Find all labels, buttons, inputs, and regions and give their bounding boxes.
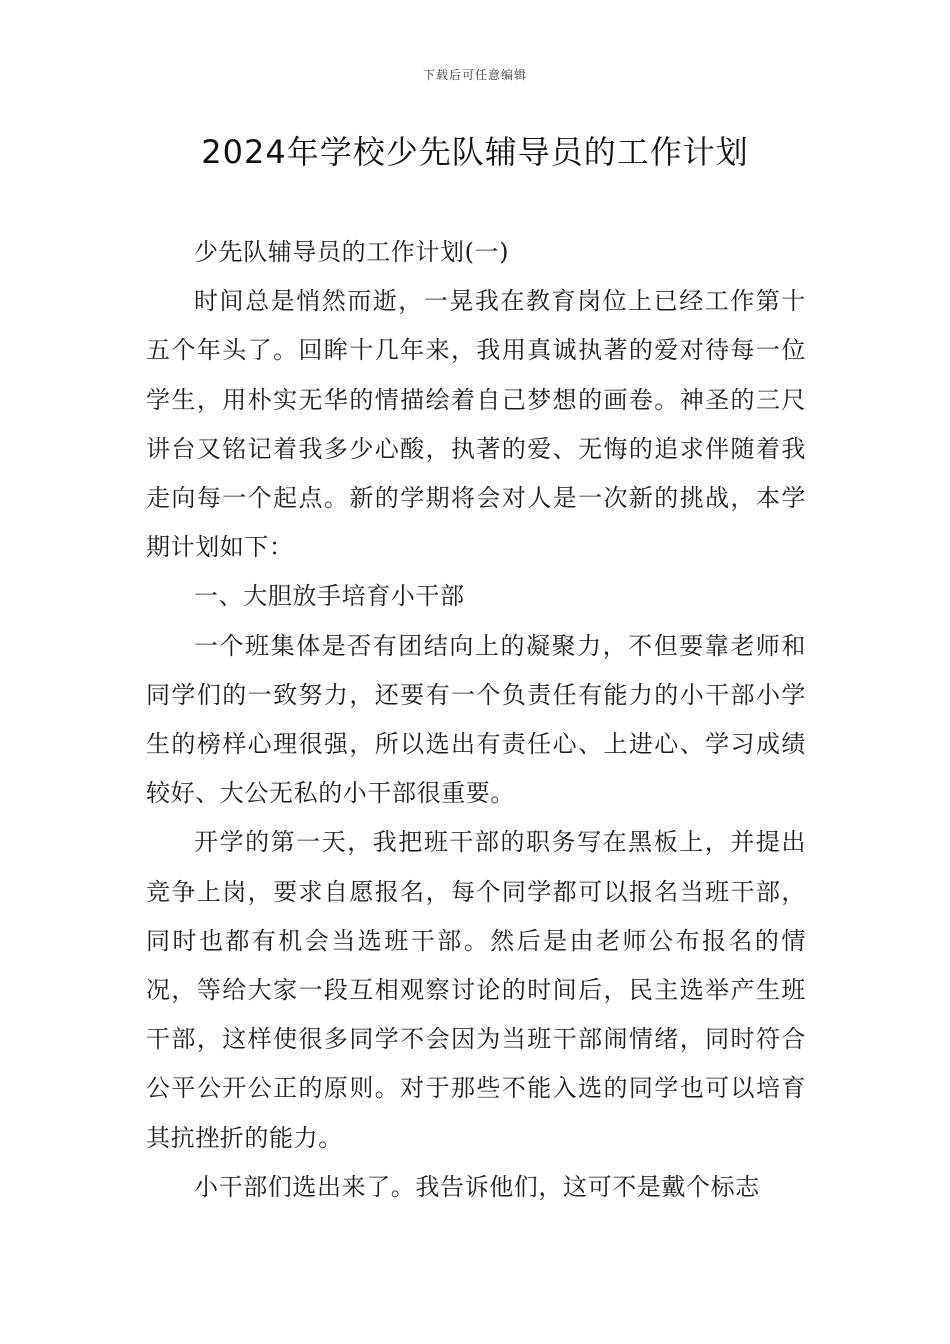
paragraph: 一个班集体是否有团结向上的凝聚力，不但要靠老师和同学们的一致努力，还要有一个负责任有能力的小干部小学生的榜样心理很强，所以选出有责任心、上进心、学习成绩较好、大公无私的小干部很重要。 bbox=[146, 631, 806, 808]
paragraph: 时间总是悄然而逝，一晃我在教育岗位上已经工作第十五个年头了。回眸十几年来，我用真诚执著的爱对待每一位学生，用朴实无华的情描绘着自己梦想的画卷。神圣的三尺讲台又铭记着我多少心酸，执著的爱、无悔的追求伴随着我走向每一个起点。新的学期将会对人是一次新的挑战，本学期计划如下： bbox=[146, 287, 806, 562]
section-heading: 少先队辅导员的工作计划(一) bbox=[194, 238, 510, 266]
paragraph: 小干部们选出来了。我告诉他们，这可不是戴个标志 bbox=[194, 1172, 760, 1201]
document-body bbox=[146, 228, 806, 1212]
header-note: 下载后可任意编辑 bbox=[422, 68, 527, 82]
paragraph: 开学的第一天，我把班干部的职务写在黑板上，并提出竞争上岗，要求自愿报名，每个同学都可以报名当班干部，同时也都有机会当选班干部。然后是由老师公布报名的情况，等给大家一段互相观察讨论的时间后，民主选举产生班干部，这样使很多同学不会因为当班干部闹情绪，同时符合公平公开公正的原则。对于那些不能入选的同学也可以培育其抗挫折的能力。 bbox=[146, 828, 806, 1152]
section-heading: 一、大胆放手培育小干部 bbox=[194, 582, 465, 611]
document-title: 2024年学校少先队辅导员的工作计划 bbox=[201, 133, 749, 171]
